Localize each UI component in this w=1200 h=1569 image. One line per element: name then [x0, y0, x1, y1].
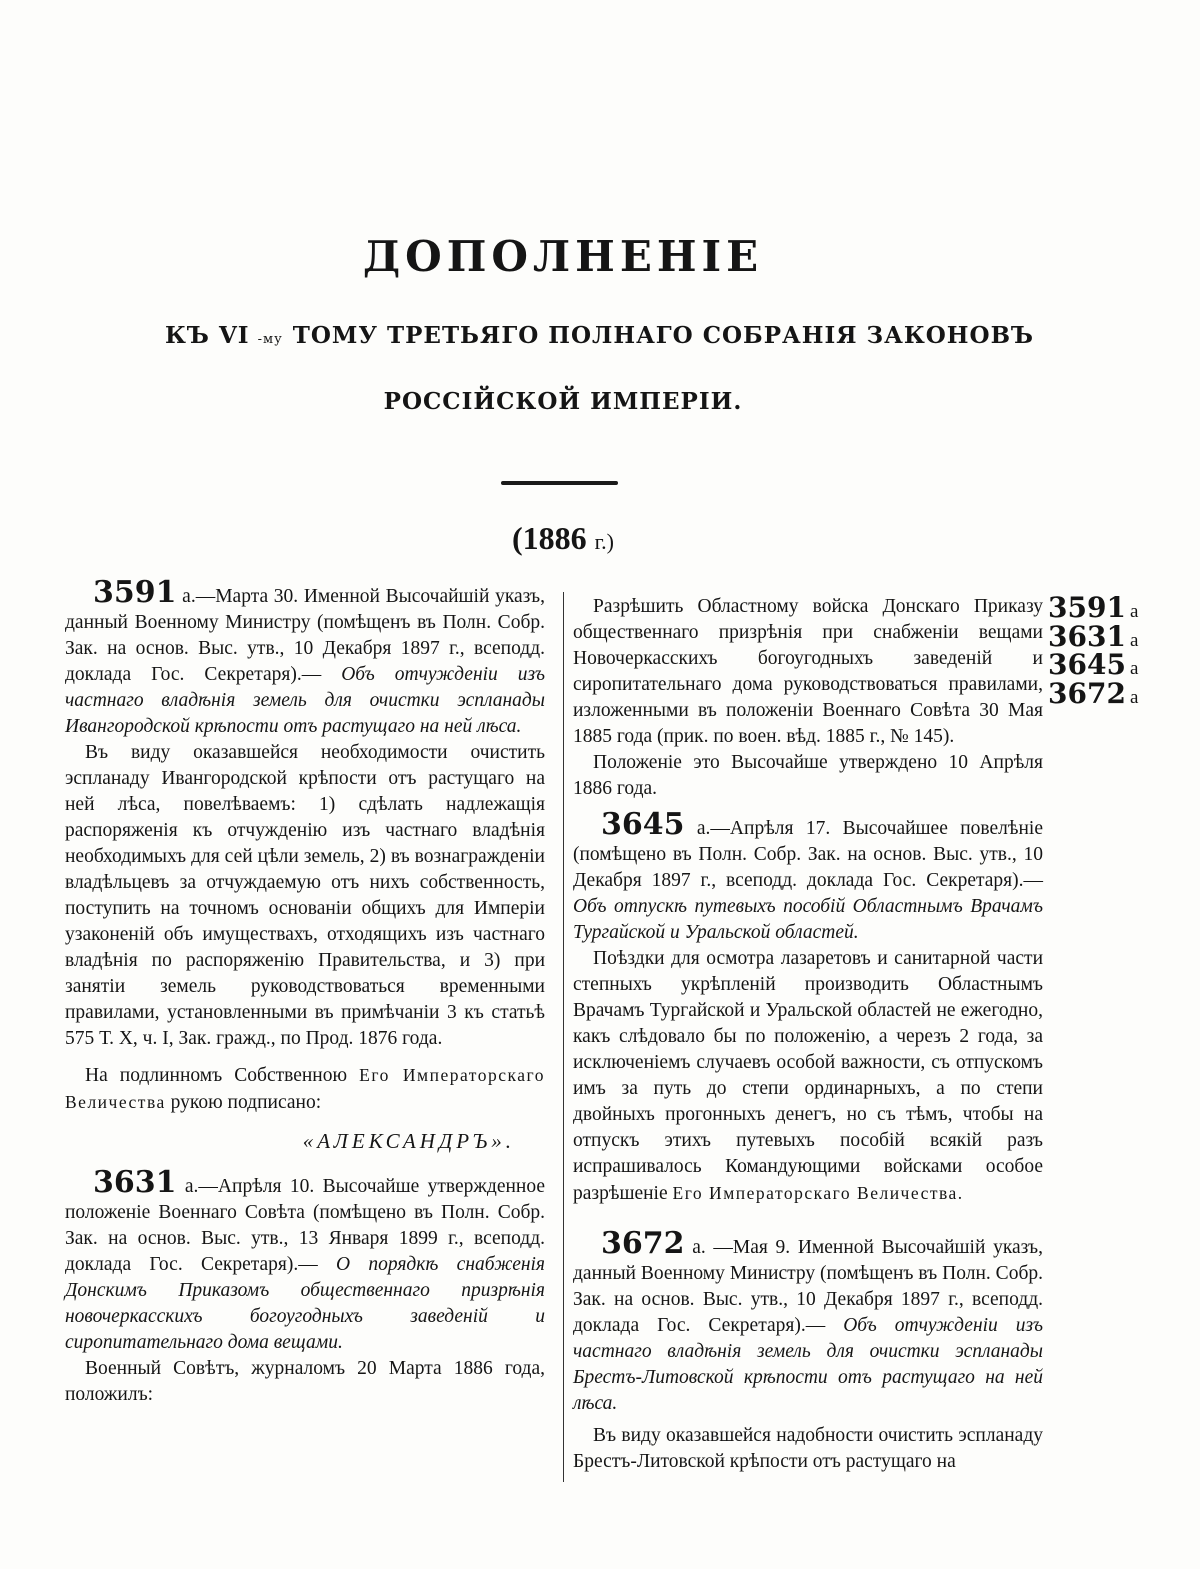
subtitle-volume-suffix: -му — [257, 332, 283, 347]
entry-3631-number: 3631 — [93, 1165, 177, 1200]
margin-number-value: 3591 — [1048, 591, 1126, 624]
year-heading — [0, 520, 1126, 557]
entry-3645-number: 3645 — [601, 807, 685, 842]
entry-3591-signed-majesty: Его Императорскаго Величества — [65, 1065, 545, 1112]
entry-3591-signed — [65, 1062, 545, 1116]
year-suffix: г.) — [594, 529, 615, 554]
year-value: (1886 — [511, 520, 587, 556]
entry-3631-title: О порядкѣ снабженія Донскимъ Приказомъ общественнаго призрѣнія новочеркасскихъ богоугодныхъ заведеній и сиропитательнаго дома вещами. — [65, 1254, 545, 1353]
entry-3591-signed-pre: На подлинномъ Собственною — [85, 1065, 348, 1086]
margin-number — [1048, 648, 1198, 681]
left-column — [65, 575, 546, 1408]
right-column — [573, 580, 1043, 1475]
entry-3645-header — [573, 807, 1044, 946]
entry-3591-number: 3591 — [93, 575, 177, 610]
entry-3645-body — [573, 946, 1043, 1207]
entry-3591-header-text: а.—Марта 30. Именной Высочайшій указъ, данный Военному Министру (помѣщенъ въ Полн. Собр. Зак. на основ. Выс. утв., 10 Декабря 1897 г., всеподд. доклада Гос. Секретаря).— — [65, 586, 545, 685]
entry-3591-signed-post: рукою подписано: — [170, 1092, 322, 1113]
margin-number — [1048, 676, 1198, 710]
column-divider — [563, 592, 564, 1482]
entry-3631-body: Военный Совѣтъ, журналомъ 20 Марта 1886 года, положилъ: — [65, 1358, 545, 1405]
entry-3631-approval: Положеніе это Высочайше утверждено 10 Апрѣля 1886 года. — [573, 752, 1043, 799]
margin-number-value: 3631 — [1048, 619, 1126, 653]
subtitle-rest: ТОМУ ТРЕТЬЯГО ПОЛНАГО СОБРАНІЯ ЗАКОНОВЪ — [292, 322, 1035, 349]
entry-3672-header — [573, 1226, 1044, 1417]
entry-3591-body: Въ виду оказавшейся необходимости очистить эспланаду Ивангородской крѣпости отъ растущаго на ней лѣса, повелѣваемъ: 1) сдѣлать надлежащія распоряженія къ отчужденію изъ частнаго владѣнія необходимыхъ для сей цѣли земель, 2) въ вознагражденіи владѣльцевъ за отчуждаемую отъ нихъ собственность, поступить на точномъ основаніи общихъ для Имперіи узаконеній объ имуществахъ, отходящихъ изъ частнаго владѣнія по распоряженію Правительства, и 3) при занятіи земель руководствоваться временными правилами, установленными въ примѣчаніи 3 къ статьѣ 575 Т. X, ч. I, Зак. гражд., по Прод. 1876 года. — [65, 742, 545, 1049]
signature-text: «АЛЕКСАНДРЪ». — [302, 1129, 515, 1153]
entry-3591-header — [65, 575, 546, 740]
margin-number-suffix: а — [1129, 601, 1139, 622]
page-subtitle — [165, 322, 1034, 349]
entry-3672-body: Въ виду оказавшейся надобности очистить эспланаду Брестъ-Литовской крѣпости отъ растущаго на — [573, 1425, 1043, 1472]
entry-3631-continuation: Разрѣшить Областному войска Донскаго Приказу общественнаго призрѣнія при снабженіи вещами Новочеркасскихъ богоугодныхъ заведеній и сиропитательнаго дома руководствоваться правилами, изложенными въ положеніи Военнаго Совѣта 30 Мая 1885 года (прик. по воен. вѣд. 1885 г., № 145). — [573, 596, 1043, 747]
entry-3631-header — [65, 1165, 545, 1356]
margin-number-list — [1048, 591, 1198, 710]
margin-number-suffix: а — [1129, 629, 1139, 651]
entry-3672-title: Объ отчужденіи изъ частнаго владѣнія земель для очистки эспланады Брестъ-Литовской крѣпости отъ растущаго на ней лѣса. — [573, 1315, 1044, 1414]
margin-number-value: 3645 — [1048, 648, 1126, 681]
entry-3591-signature — [65, 1128, 515, 1154]
entry-3672-number: 3672 — [601, 1226, 685, 1261]
page-title: ДОПОЛНЕНІЕ — [362, 232, 764, 281]
entry-3645-body-majesty: Его Императорскаго Величества. — [672, 1183, 964, 1203]
entry-3645-body-text: Поѣздки для осмотра лазаретовъ и санитарной части степныхъ укрѣпленій производить Областнымъ Врачамъ Тургайской и Уральской областей не ежегодно, какъ слѣдовало бы по положенію, а черезъ 2 года, за исключеніемъ случаевъ особой важности, съ отпускомъ имъ за путь до степи ординарныхъ, а по степи двойныхъ прогонныхъ денегъ, но съ тѣмъ, чтобы на отпускъ этихъ путевыхъ пособій всякій разъ испрашивалось Командующими войсками особое разрѣшеніе — [573, 948, 1043, 1204]
subtitle-volume: VI — [218, 322, 250, 349]
title-rule — [501, 481, 618, 485]
entry-3645-header-text: а.—Апрѣля 17. Высочайшее повелѣніе (помѣщено въ Полн. Собр. Зак. на основ. Выс. утв., 10 Декабря 1897 г., всеподд. доклада Гос. Секретаря).— — [573, 818, 1044, 891]
margin-number-value: 3672 — [1048, 676, 1126, 710]
margin-number — [1048, 591, 1198, 624]
subtitle-prefix: КЪ — [165, 322, 210, 349]
entry-3631-header-text: а.—Апрѣля 10. Высочайше утвержденное положеніе Военнаго Совѣта (помѣщено въ Полн. Собр. Зак. на основ. Выс. утв., 13 Января 1899 г., всеподд. доклада Гос. Секретаря).— — [65, 1176, 545, 1275]
entry-3645-title: Объ отпускѣ путевыхъ пособій Областнымъ Врачамъ Тургайской и Уральской областей. — [573, 896, 1043, 943]
entry-3591-title: Объ отчужденіи изъ частнаго владѣнія земель для очистки эспланады Ивангородской крѣпости отъ растущаго на ней лѣса. — [65, 664, 546, 737]
entry-3672-header-text: а. —Мая 9. Именной Высочайшій указъ, данный Военному Министру (помѣщенъ въ Полн. Собр. Зак. на основ. Выс. утв., 10 Декабря 1897 г., всеподд. доклада Гос. Секретаря).— — [573, 1237, 1043, 1336]
page-subtitle-line2: РОССІЙСКОЙ ИМПЕРІИ. — [383, 388, 743, 415]
margin-number — [1048, 619, 1198, 653]
margin-number-suffix: а — [1129, 658, 1139, 679]
margin-number-suffix: а — [1129, 686, 1139, 708]
